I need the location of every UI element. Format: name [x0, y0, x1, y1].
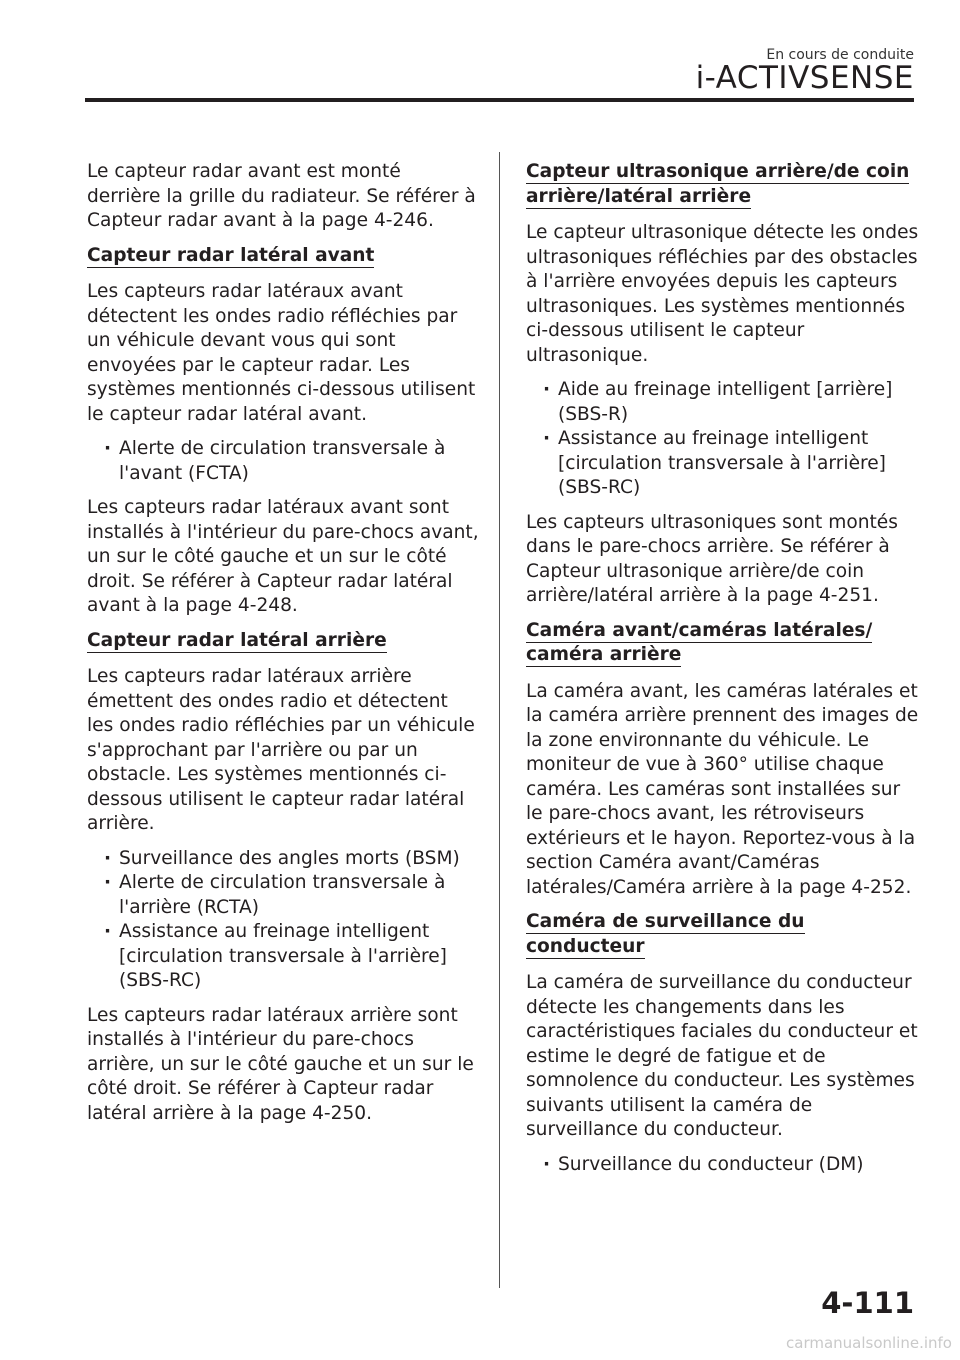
bullet-list [526, 378, 922, 501]
section-heading: Capteur radar latéral arrière [87, 629, 387, 651]
section-heading: Caméra de surveillance du conducteur [526, 911, 805, 957]
paragraph: Les capteurs radar latéraux avant détectent les ondes radio réfléchies par un véhicule devant vous qui sont envoyées par le capteur radar. Les systèmes mentionnés ci-dessous utilisent le capteur radar latéral avant. [87, 281, 476, 425]
paragraph: Les capteurs radar latéraux arrière sont installés à l'intérieur du pare-chocs arrière, un sur le côté gauche et un sur le côté droit. Se référer à Capteur radar latéral arrière à la page 4-250. [87, 1004, 474, 1124]
header-divider [85, 98, 914, 102]
list-item: · Surveillance des angles morts (BSM) [103, 847, 479, 872]
section-heading: Capteur radar latéral avant [87, 244, 375, 266]
paragraph: La caméra de surveillance du conducteur détecte les changements dans les caractéristiques faciales du conducteur et estime le degré de fatigue et de somnolence du conducteur. Les systèmes suivants utilisent la caméra de surveillance du conducteur. [526, 972, 918, 1140]
left-column [87, 160, 479, 1136]
paragraph: La caméra avant, les caméras latérales et la caméra arrière prennent des images de la zone environnante du véhicule. Le moniteur de vue à 360° utilise chaque caméra. Les caméras sont installées sur le pare-chocs avant, les rétroviseurs extérieurs et le hayon. Reportez-vous à la section Caméra avant/Caméras latérales/Caméra arrière à la page 4-252. [526, 680, 919, 898]
right-column [526, 160, 922, 1187]
watermark: carmanualsonline.info [786, 1334, 952, 1352]
list-item: · Alerte de circulation transversale à l'avant (FCTA) [103, 437, 479, 486]
paragraph: Les capteurs radar latéraux arrière émettent des ondes radio et détectent les ondes radio réfléchies par un véhicule s'approchant par l'arrière ou par un obstacle. Les systèmes mentionnés ci-dessous utilisent le capteur radar latéral arrière. [87, 666, 475, 834]
list-item: · Surveillance du conducteur (DM) [542, 1153, 922, 1178]
section-heading: Capteur ultrasonique arrière/de coin arrière/latéral arrière [526, 161, 910, 207]
intro-paragraph: Le capteur radar avant est monté derrière la grille du radiateur. Se référer à Capteur radar avant à la page 4-246. [87, 161, 476, 231]
bullet-list [87, 437, 479, 486]
list-item: · Aide au freinage intelligent [arrière] (SBS-R) [542, 378, 922, 427]
list-item: · Assistance au freinage intelligent [circulation transversale à l'arrière] (SBS-RC) [103, 920, 479, 994]
bullet-list [87, 847, 479, 994]
paragraph: Les capteurs radar latéraux avant sont installés à l'intérieur du pare-chocs avant, un sur le côté gauche et un sur le côté droit. Se référer à Capteur radar latéral avant à la page 4-248. [87, 497, 479, 616]
list-item: · Alerte de circulation transversale à l'arrière (RCTA) [103, 871, 479, 920]
list-item: · Assistance au freinage intelligent [circulation transversale à l'arrière] (SBS-RC) [542, 427, 922, 501]
section-label: En cours de conduite [766, 47, 914, 63]
paragraph: Les capteurs ultrasoniques sont montés dans le pare-chocs arrière. Se référer à Capteur ultrasonique arrière/de coin arrière/latéral arrière à la page 4-251. [526, 511, 898, 606]
bullet-list [526, 1153, 922, 1178]
section-heading: Caméra avant/caméras latérales/ caméra arrière [526, 619, 873, 665]
page-number: 4-111 [821, 1286, 914, 1320]
column-divider [499, 152, 500, 1288]
paragraph: Le capteur ultrasonique détecte les ondes ultrasoniques réfléchies par des obstacles à l'arrière envoyées depuis les capteurs ultrasoniques. Les systèmes mentionnés ci-dessous utilisent le capteur ultrasonique. [526, 222, 919, 366]
chapter-title: i-ACTIVSENSE [695, 60, 914, 96]
